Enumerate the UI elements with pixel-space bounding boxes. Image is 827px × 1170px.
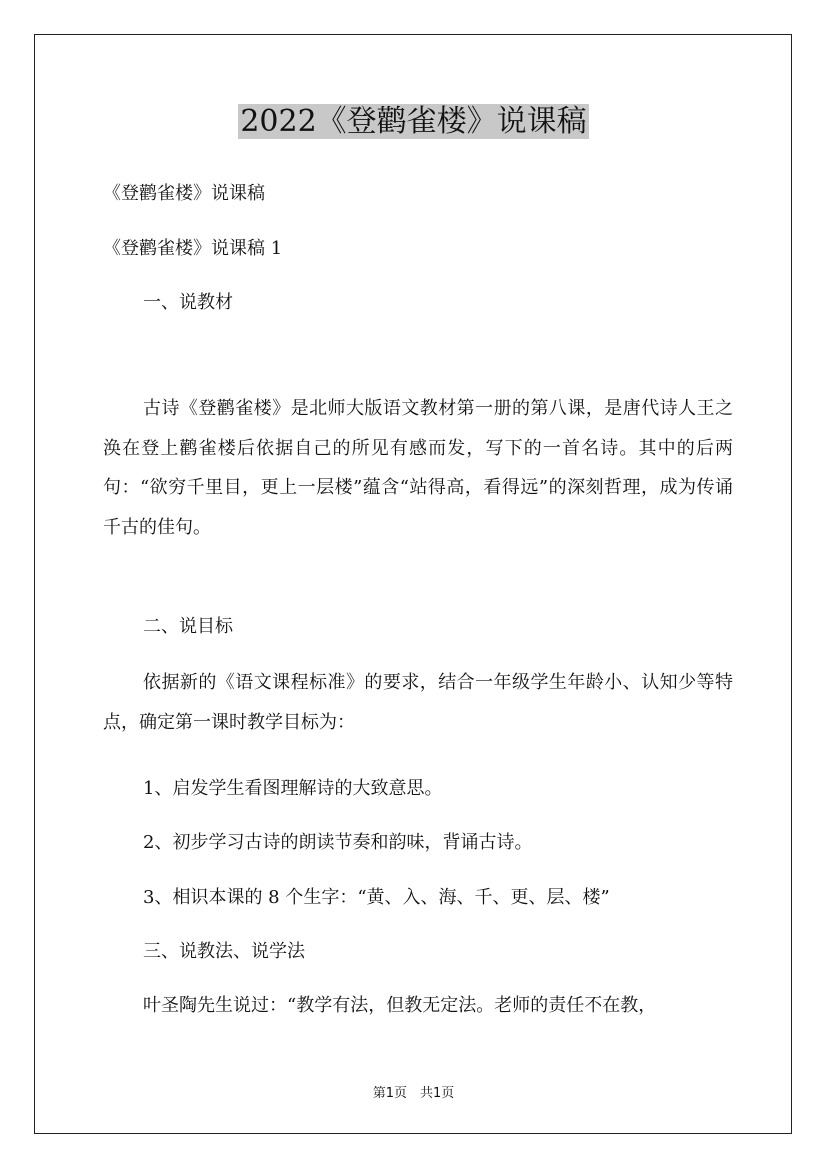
section-heading-1: 一、说教材	[143, 292, 233, 313]
paragraph-2: 依据新的《语文课程标准》的要求，结合一年级学生年龄小、认知少等特点，确定第一课时教学目标为：	[103, 672, 733, 733]
goal-item-2: 2、初步学习古诗的朗读节奏和韵味，背诵古诗。	[143, 832, 533, 853]
paragraph-3: 叶圣陶先生说过：“教学有法，但教无定法。老师的责任不在教，	[143, 995, 657, 1016]
page-footer: 第1页 共1页	[372, 1086, 455, 1101]
document-title	[0, 100, 827, 144]
section-heading-2: 二、说目标	[143, 616, 233, 637]
goal-item-3: 3、相识本课的 8 个生字：“黄、入、海、千、更、层、楼”	[143, 887, 610, 908]
subtitle: 《登鹳雀楼》说课稿	[103, 183, 265, 204]
title-text: 2022《登鹳雀楼》说课稿	[240, 104, 587, 139]
goal-item-1: 1、启发学生看图理解诗的大致意思。	[143, 778, 443, 799]
doc-heading: 《登鹳雀楼》说课稿 1	[103, 238, 283, 259]
section-heading-3: 三、说教法、说学法	[143, 941, 305, 962]
paragraph-1: 古诗《登鹳雀楼》是北师大版语文教材第一册的第八课，是唐代诗人王之涣在登上鹳雀楼后依据自己的所见有感而发，写下的一首名诗。其中的后两句：“欲穷千里目，更上一层楼”蕴含“站得高，看得远”的深刻哲理，成为传诵千古的佳句。	[103, 398, 733, 538]
